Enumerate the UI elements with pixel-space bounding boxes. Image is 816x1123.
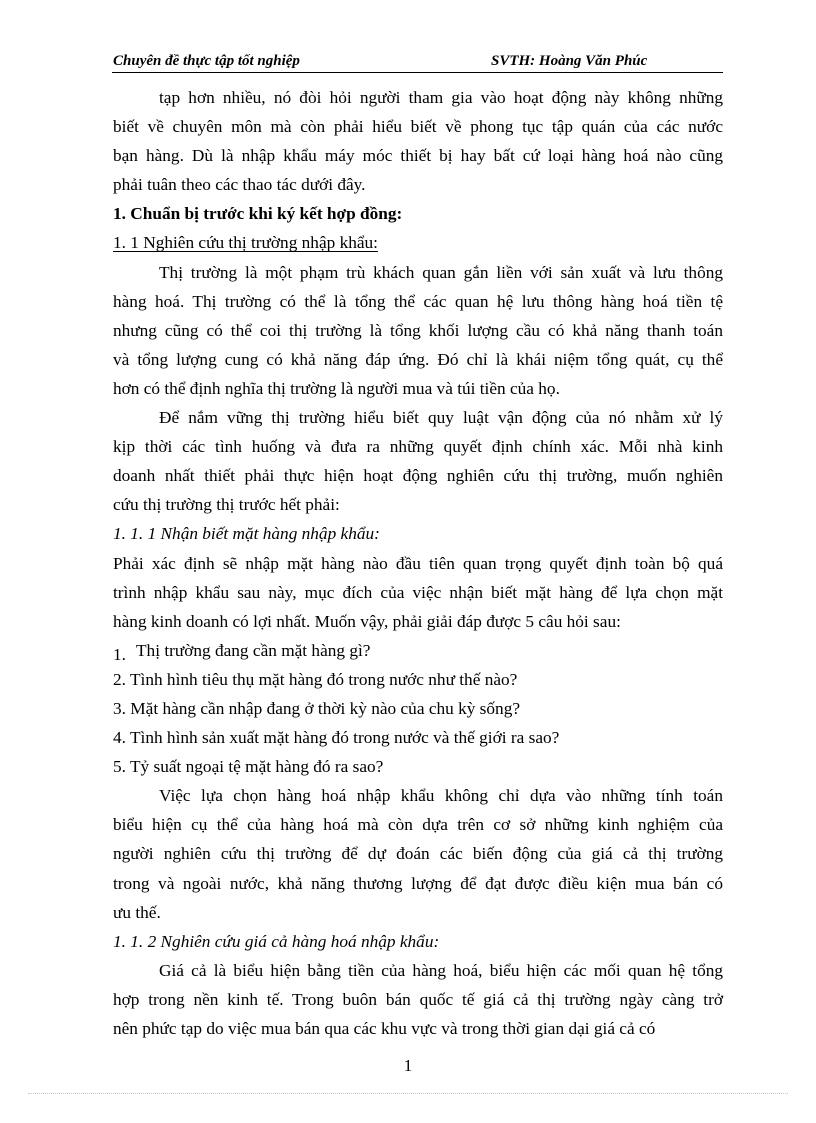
paragraph-line: nên phức tạp do việc mua bán qua các khu vực và trong thời gian dại giá cả có bbox=[113, 1019, 656, 1038]
paragraph-line: hàng hoá. Thị trường có thể là tổng thể các quan hệ lưu thông hàng hoá tiền tệ bbox=[113, 291, 723, 311]
paragraph-line: Phải xác định sẽ nhập mặt hàng nào đầu tiên quan trọng quyết định toàn bộ quá bbox=[113, 553, 723, 573]
paragraph-line: hơn có thể định nghĩa thị trường là người mua và túi tiền của họ. bbox=[113, 378, 560, 398]
paragraph-line: biết về chuyên môn mà còn phải hiểu biết về phong tục tập quán của các nước bbox=[113, 117, 723, 137]
paragraph-line: ưu thế. bbox=[113, 902, 161, 922]
paragraph-line: phải tuân theo các thao tác dưới đây. bbox=[113, 175, 366, 195]
paragraph-line: Việc lựa chọn hàng hoá nhập khẩu không chỉ dựa vào những tính toán bbox=[159, 786, 723, 806]
header-rule bbox=[112, 72, 723, 73]
paragraph-line: trong và ngoài nước, khả năng thương lượng để đạt được điều kiện mua bán có bbox=[113, 873, 723, 893]
list-item: 4. Tình hình sản xuất mặt hàng đó trong nước và thế giới ra sao? bbox=[113, 728, 560, 748]
page-bottom-divider bbox=[28, 1093, 788, 1094]
paragraph-line: bạn hàng. Dù là nhập khẩu máy móc thiết bị hay bất cứ loại hàng hoá nào cũng bbox=[113, 146, 723, 166]
list-item-text: Thị trường đang cần mặt hàng gì? bbox=[136, 640, 371, 660]
paragraph-line: hàng kinh doanh có lợi nhất. Muốn vậy, phải giải đáp được 5 câu hỏi sau: bbox=[113, 611, 621, 631]
page-number: 1 bbox=[403, 1056, 413, 1075]
header-title: Chuyên đề thực tập tốt nghiệp bbox=[113, 53, 300, 69]
paragraph-line: trình nhập khẩu sau này, mục đích của việc nhận biết mặt hàng để lựa chọn mặt bbox=[113, 582, 723, 602]
paragraph-line: và tổng lượng cung có khả năng đáp ứng. Đó chỉ là khái niệm tổng quát, cụ thể bbox=[113, 349, 723, 369]
paragraph-line: nhưng cũng có thể coi thị trường là tổng khối lượng cầu có khả năng thanh toán bbox=[113, 320, 723, 340]
paragraph-line: kịp thời các tình huống và đưa ra những quyết định chính xác. Mỗi nhà kinh bbox=[113, 437, 723, 457]
paragraph-line: Để nắm vững thị trường hiểu biết quy luật vận động của nó nhằm xử lý bbox=[159, 408, 723, 428]
subsubsection-heading: 1. 1. 2 Nghiên cứu giá cả hàng hoá nhập khẩu: bbox=[113, 931, 440, 951]
paragraph-line: doanh nhất thiết phải thực hiện hoạt động nghiên cứu thị trường, muốn nghiên bbox=[113, 466, 723, 486]
paragraph-line: tạp hơn nhiều, nó đòi hỏi người tham gia vào hoạt động này không những bbox=[159, 88, 723, 107]
paragraph-line: người nghiên cứu thị trường để dự đoán các biến động của giá cả thị trường bbox=[113, 844, 723, 864]
subsubsection-heading: 1. 1. 1 Nhận biết mặt hàng nhập khẩu: bbox=[113, 524, 380, 544]
paragraph-line: Thị trường là một phạm trù khách quan gắn liền với sản xuất và lưu thông bbox=[159, 262, 723, 282]
paragraph-line: biểu hiện cụ thể của hàng hoá mà còn dựa trên cơ sở những kinh nghiệm của bbox=[113, 815, 723, 835]
list-number: 1. bbox=[113, 644, 126, 664]
list-item: 5. Tỷ suất ngoại tệ mặt hàng đó ra sao? bbox=[113, 757, 384, 777]
section-heading: 1. Chuẩn bị trước khi ký kết hợp đồng: bbox=[113, 204, 403, 224]
paragraph-line: Giá cả là biểu hiện bằng tiền của hàng hoá, biểu hiện các mối quan hệ tổng bbox=[159, 960, 723, 980]
list-item bbox=[113, 636, 723, 665]
paragraph-line: cứu thị trường thị trước hết phải: bbox=[113, 495, 340, 515]
header-author: SVTH: Hoàng Văn Phúc bbox=[491, 53, 648, 69]
document-body bbox=[113, 83, 723, 1043]
list-item: 3. Mặt hàng cần nhập đang ở thời kỳ nào của chu kỳ sống? bbox=[113, 698, 521, 718]
list-item: 2. Tình hình tiêu thụ mặt hàng đó trong nước như thế nào? bbox=[113, 669, 518, 689]
paragraph-line: hợp trong nền kinh tế. Trong buôn bán quốc tế giá cả thị trường ngày càng trở bbox=[113, 989, 723, 1009]
subsection-heading: 1. 1 Nghiên cứu thị trường nhập khẩu: bbox=[113, 233, 378, 253]
